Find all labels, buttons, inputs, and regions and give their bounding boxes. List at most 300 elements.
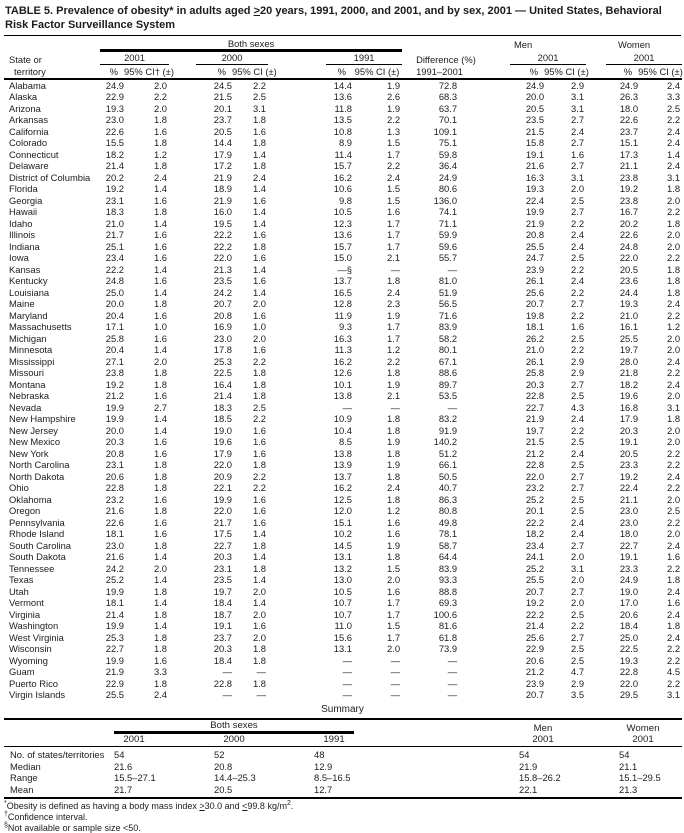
pct-1991-cell: 11.4: [334, 148, 352, 160]
table-row: [4, 91, 682, 103]
pct-1991-cell: —: [342, 654, 352, 666]
difference-cell: 100.6: [433, 608, 458, 620]
state-cell: Virgin Islands: [9, 689, 66, 700]
pct-men-2001-cell: 21.0: [525, 344, 545, 355]
pct-2001-cell: 24.8: [105, 275, 124, 286]
ci-women-2001-cell: 2.4: [667, 79, 681, 91]
ci-2001-cell: 1.8: [153, 378, 167, 390]
ci-men-2001-cell: 2.7: [571, 137, 585, 148]
pct-2000-cell: 14.4: [213, 137, 232, 148]
pct-2000-cell: 22.5: [213, 367, 232, 378]
table-row: [4, 321, 682, 333]
difference-cell: 80.1: [438, 344, 458, 355]
pct-men-2001-cell: 21.9: [525, 217, 545, 229]
spacer-cell: [402, 37, 460, 50]
pct-1991-cell: 10.5: [333, 206, 352, 217]
summary-title: Summary: [321, 703, 364, 715]
ci-2001-cell: 1.6: [153, 447, 167, 459]
pct-women-2001-cell: 22.0: [619, 252, 639, 263]
pct-women-2001-cell: 17.9: [619, 413, 639, 424]
pct-women-2001-cell: 22.6: [619, 229, 639, 240]
ci-men-2001-cell: 3.5: [571, 689, 585, 700]
ci-1991-cell: 1.8: [387, 275, 401, 286]
ci-women-2001-cell: 2.2: [667, 482, 681, 493]
pct-women-2001-cell: 17.0: [619, 597, 639, 608]
ci-1991-cell: 1.9: [387, 79, 401, 91]
pct-2000-cell: 20.3: [213, 643, 232, 654]
pct-women-2001-cell: 22.4: [619, 482, 639, 493]
ci-1991-cell: 1.9: [387, 378, 401, 390]
ci-2001-cell: 1.8: [153, 643, 167, 654]
state-cell: Alaska: [9, 91, 38, 102]
ci-2000-cell: 1.4: [252, 528, 266, 539]
summary-value-cell: 54: [519, 749, 530, 760]
ci-1991-cell: 2.4: [387, 482, 401, 493]
state-cell: Virginia: [9, 608, 41, 620]
ci-women-2001-cell: 2.2: [667, 516, 681, 528]
pct-2001-cell: 25.1: [105, 240, 124, 252]
summary-table-body: [4, 747, 682, 799]
table-row: [4, 448, 682, 460]
pct-1991-cell: 12.6: [333, 367, 352, 378]
pct-men-2001-cell: 22.9: [525, 643, 545, 654]
difference-cell: 56.5: [438, 298, 458, 309]
summary-label-cell: No. of states/territories: [10, 749, 105, 760]
summary-value-cell: 54: [114, 749, 125, 760]
ci-1991-cell: 2.1: [387, 252, 401, 263]
table-row: [4, 563, 682, 575]
ci-women-2001-cell: 2.4: [667, 470, 681, 482]
pct-2001-cell: 21.6: [105, 505, 124, 516]
state-cell: Vermont: [9, 597, 44, 608]
ci-2000-cell: 1.6: [252, 516, 266, 528]
spacer-cell: [4, 719, 114, 734]
ci-men-2001-cell: 2.2: [571, 309, 585, 321]
footnote-obesity-definition: *Obesity is defined as having a body mass index >30.0 and <99.8 $kg/m^2$.: [4, 800, 294, 811]
ci-1991-cell: 1.7: [387, 148, 401, 160]
ci-women-2001-cell: 2.2: [667, 562, 681, 574]
ci-2001-cell: 1.4: [153, 217, 167, 229]
pct-men-2001-cell: 19.3: [525, 183, 545, 194]
pct-2001-cell: 22.6: [105, 516, 124, 528]
ci-1991-cell: 1.7: [387, 332, 401, 344]
pct-1991-cell: 10.1: [333, 378, 352, 390]
pct-1991-cell: 12.0: [333, 505, 352, 516]
ci-women-2001-cell: 1.4: [667, 148, 681, 160]
table-row: [4, 632, 682, 644]
ci-2000-cell: 2.2: [252, 79, 266, 91]
ci-2000-cell: 2.0: [252, 332, 266, 344]
state-cell: Maryland: [9, 309, 48, 321]
state-cell: South Dakota: [9, 551, 66, 562]
table-row: [4, 183, 682, 195]
pct-2001-cell: 24.2: [105, 562, 124, 574]
pct-2001-cell: 19.9: [105, 654, 124, 666]
ci-2000-cell: 1.8: [252, 643, 266, 654]
ci-women-2001-cell: 2.4: [667, 298, 681, 309]
summary-value-cell: 21.9: [519, 760, 538, 772]
difference-cell: 51.9: [438, 286, 458, 298]
state-cell: New York: [9, 447, 49, 459]
ci-2000-cell: 1.8: [252, 240, 266, 252]
pct-2000-cell: 22.7: [213, 539, 232, 551]
men-group-header: Men: [513, 39, 533, 50]
table-row: [4, 390, 682, 402]
ci-2000-cell: 1.4: [252, 263, 266, 275]
table-row: [4, 252, 682, 264]
pct-2001-cell: 19.9: [105, 401, 124, 413]
ci-2000-cell: 1.8: [252, 378, 266, 390]
ci-2001-cell: 2.0: [153, 79, 167, 91]
pct-women-2001-cell: 19.7: [619, 344, 639, 355]
table-row: [4, 287, 682, 299]
prevalence-table: [4, 37, 682, 701]
table-row: [4, 528, 682, 540]
pct-2000-cell: 17.9: [213, 148, 232, 160]
difference-cell: 78.1: [438, 528, 458, 539]
ci-2000-cell: 1.4: [252, 217, 266, 229]
footnotes: [4, 801, 681, 833]
ci-men-2001-cell: 2.5: [571, 654, 585, 666]
state-cell: Maine: [9, 298, 35, 309]
table-row: [4, 471, 682, 483]
pct-1991-cell: 13.8: [333, 390, 352, 401]
ci-2001-cell: 1.8: [153, 677, 167, 689]
difference-cell: —: [447, 677, 458, 689]
pct-2000-cell: —: [222, 666, 232, 677]
ci-1991-cell: 1.2: [387, 344, 401, 355]
summary-row: [4, 784, 682, 799]
ci-women-header: 95% CI (±): [638, 65, 683, 77]
pct-men-2001-cell: 18.1: [525, 321, 545, 332]
year-2000-header: [169, 50, 268, 65]
ci-1991-cell: 1.9: [387, 436, 401, 447]
ci-men-2001-cell: 2.7: [571, 160, 585, 171]
pct-2000-cell: 21.9: [213, 171, 232, 183]
difference-cell: 93.3: [438, 574, 458, 585]
table-row: [4, 379, 682, 391]
pct-2001-cell: 23.0: [105, 539, 124, 551]
difference-cell: 91.9: [438, 424, 458, 436]
state-cell: Wyoming: [9, 654, 48, 666]
pct-2000-cell: 24.5: [213, 79, 232, 91]
pct-men-2001-cell: 22.2: [525, 608, 545, 620]
table-row: [4, 310, 682, 322]
table-row: [4, 482, 682, 494]
table-row: [4, 643, 682, 655]
men-year-underline: 2001: [510, 52, 586, 65]
ci-2001-cell: 1.8: [153, 470, 167, 482]
pct-1991-cell: 11.3: [334, 344, 352, 355]
ci-2000-cell: —: [256, 666, 266, 677]
pct-1991-cell: 8.9: [338, 137, 352, 148]
ci-men-2001-cell: 2.7: [571, 206, 585, 217]
ci-2000-cell: 2.0: [252, 608, 266, 620]
table-row: [4, 356, 682, 368]
pct-2001-cell: 22.7: [105, 643, 124, 654]
summary-both-sexes-header: [114, 719, 519, 734]
ci-1991-cell: 1.7: [387, 631, 401, 643]
table-row: [4, 551, 682, 563]
pct-2001-cell: 19.3: [105, 102, 124, 114]
state-cell: Illinois: [9, 229, 36, 240]
difference-cell: —: [447, 689, 458, 700]
pct-women-2001-cell: 20.5: [619, 263, 639, 275]
pct-1991-cell: 13.8: [333, 447, 352, 459]
ci-2000-cell: 2.2: [252, 482, 266, 493]
table-row: [4, 459, 682, 471]
difference-cell: 88.8: [438, 585, 458, 597]
ci-2000-cell: 1.8: [252, 654, 266, 666]
ci-men-2001-cell: 2.2: [571, 620, 585, 631]
ci-women-2001-cell: 2.2: [667, 643, 681, 654]
ci-1991-cell: 1.7: [387, 240, 401, 252]
ci-women-2001-cell: 2.4: [667, 608, 681, 620]
ci-women-2001-cell: 1.2: [667, 321, 681, 332]
pct-women-2001-cell: 22.7: [619, 539, 639, 551]
pct-1991-cell: 12.8: [333, 298, 352, 309]
pct-2000-cell: 23.1: [213, 562, 232, 574]
pct-men-2001-cell: 25.6: [525, 631, 545, 643]
difference-cell: 58.7: [438, 539, 458, 551]
table-row: [4, 425, 682, 437]
ci-women-2001-cell: 2.4: [667, 137, 681, 148]
state-cell: Louisiana: [9, 286, 50, 298]
summary-both-sexes-underline: Both sexes: [114, 720, 354, 734]
state-cell: Utah: [9, 585, 29, 597]
table-row: [4, 655, 682, 667]
difference-cell: 53.5: [438, 390, 458, 401]
ci-men-2001-cell: 2.2: [571, 263, 585, 275]
pct-2001-cell: 20.2: [105, 171, 124, 183]
spacer-cell: [4, 37, 100, 50]
summary-value-cell: 15.1–29.5: [619, 772, 661, 783]
pct-1991-cell: 12.3: [333, 217, 352, 229]
pct-women-2001-cell: 16.1: [619, 321, 639, 332]
table-row: [4, 620, 682, 632]
pct-men-2001-cell: 20.7: [525, 298, 545, 309]
ci-women-2001-cell: 2.0: [667, 390, 681, 401]
ci-2000-cell: 1.4: [252, 206, 266, 217]
state-cell: District of Columbia: [9, 171, 91, 183]
pct-1991-cell: 13.7: [333, 470, 352, 482]
pct-men-2001-cell: 21.5: [525, 125, 545, 137]
pct-1991-cell: 16.2: [333, 482, 352, 493]
ci-2000-cell: 1.6: [252, 620, 266, 631]
ci-2000-cell: 1.8: [252, 137, 266, 148]
ci-2000-cell: 1.4: [252, 574, 266, 585]
pct-women-2001-cell: 21.1: [619, 160, 639, 171]
pct-women-2001-cell: 15.1: [619, 137, 639, 148]
ci-1991-cell: 1.6: [387, 516, 401, 528]
ci-women-2001-cell: 3.1: [667, 689, 681, 700]
summary-year-2001: 2001: [114, 734, 214, 747]
table-row: [4, 505, 682, 517]
table-row: [4, 517, 682, 529]
ci-2001-cell: 2.0: [153, 102, 167, 114]
pct-2000-cell: 22.8: [213, 677, 232, 689]
ci-men-2001-cell: 2.9: [571, 367, 585, 378]
ci-women-2001-cell: 2.0: [667, 229, 681, 240]
ci-women-2001-cell: 4.5: [667, 666, 681, 677]
ci-2000-cell: 1.6: [252, 194, 266, 206]
pct-2000-cell: 18.3: [213, 401, 232, 413]
pct-men-2001-cell: 22.4: [525, 194, 545, 206]
difference-cell: 59.9: [438, 229, 458, 240]
ci-women-2001-cell: 2.0: [667, 493, 681, 505]
table-row: [4, 574, 682, 586]
pct-men-2001-cell: 23.5: [525, 114, 545, 125]
summary-value-cell: 22.1: [519, 784, 619, 799]
pct-1991-cell: 11.8: [334, 102, 352, 114]
summary-label-cell: Mean: [4, 784, 114, 799]
summary-value-cell: 12.7: [314, 784, 519, 799]
ci-men-2001-cell: 2.7: [571, 631, 585, 643]
state-cell: Missouri: [9, 367, 44, 378]
pct-2001-header: %: [100, 65, 124, 79]
pct-men-2001-cell: 26.1: [525, 275, 545, 286]
pct-1991-cell: 13.9: [333, 459, 352, 470]
pct-women-2001-cell: 23.3: [619, 562, 639, 574]
pct-women-2001-cell: 17.3: [619, 148, 639, 160]
pct-2001-cell: 25.0: [105, 286, 124, 298]
ci-2001-cell: 1.4: [153, 263, 167, 275]
ci-2001-cell: 1.6: [153, 240, 167, 252]
pct-1991-cell: 13.2: [333, 562, 352, 574]
pct-men-2001-cell: 18.2: [525, 528, 545, 539]
state-cell: Oklahoma: [9, 493, 52, 505]
pct-1991-cell: 13.5: [333, 114, 352, 125]
ci-women-2001-cell: 2.2: [667, 367, 681, 378]
year-1991-header: [268, 50, 402, 65]
pct-1991-cell: —: [342, 666, 352, 677]
ci-2000-cell: 1.6: [252, 344, 266, 355]
ci-2000-cell: 1.6: [252, 229, 266, 240]
ci-2001-cell: 2.4: [153, 689, 167, 700]
difference-cell: 55.7: [438, 252, 458, 263]
ci-1991-cell: 2.2: [387, 355, 401, 367]
pct-men-2001-cell: 26.2: [525, 332, 545, 344]
state-cell: Ohio: [9, 482, 29, 493]
footnote-not-available: §Not available or sample size <50.: [4, 821, 141, 833]
ci-women-2001-cell: 1.6: [667, 551, 681, 562]
ci-2001-cell: 1.6: [153, 516, 167, 528]
difference-cell: 61.8: [438, 631, 458, 643]
difference-cell: 71.6: [438, 309, 458, 321]
ci-women-2001-cell: 2.5: [667, 102, 681, 114]
pct-2001-cell: 22.9: [105, 91, 124, 102]
state-header-line2: territory: [4, 65, 100, 79]
difference-cell: 69.3: [438, 597, 458, 608]
pct-women-2001-cell: 24.9: [619, 574, 639, 585]
ci-women-2001-cell: 3.1: [667, 401, 681, 413]
ci-2001-cell: 1.4: [153, 620, 167, 631]
pct-1991-cell: 13.7: [333, 275, 352, 286]
ci-2000-cell: 1.6: [252, 505, 266, 516]
pct-2001-cell: 19.9: [105, 585, 124, 597]
ci-1991-cell: 2.3: [387, 298, 401, 309]
pct-2001-cell: 20.3: [105, 436, 124, 447]
ci-1991-cell: 1.7: [387, 229, 401, 240]
difference-cell: 83.2: [438, 413, 458, 424]
pct-men-2001-cell: 20.3: [525, 378, 545, 390]
ci-2000-cell: 2.0: [252, 585, 266, 597]
difference-cell: 136.0: [433, 194, 458, 206]
ci-men-2001-cell: 4.3: [571, 401, 585, 413]
ci-2000-cell: 1.6: [252, 309, 266, 321]
pct-women-2001-cell: 24.8: [619, 240, 639, 252]
pct-1991-cell: 10.7: [333, 597, 352, 608]
pct-2001-cell: 20.8: [105, 447, 124, 459]
difference-cell: 58.2: [438, 332, 458, 344]
pct-women-2001-cell: 23.0: [619, 516, 639, 528]
footnote-confidence-interval: †Confidence interval.: [4, 810, 88, 822]
difference-cell: 64.4: [438, 551, 458, 562]
pct-2000-cell: 22.2: [213, 229, 232, 240]
ci-2000-cell: 2.0: [252, 631, 266, 643]
difference-cell: 59.8: [438, 148, 458, 160]
state-cell: Kansas: [9, 263, 41, 275]
ci-2000-cell: 3.1: [252, 102, 266, 114]
pct-2001-cell: 23.8: [105, 367, 124, 378]
ci-women-2001-cell: 1.8: [667, 620, 681, 631]
ci-women-2001-cell: 2.2: [667, 654, 681, 666]
ci-men-2001-cell: 2.5: [571, 493, 585, 505]
pct-1991-cell: 10.9: [333, 413, 352, 424]
pct-2001-cell: 18.2: [105, 148, 124, 160]
table-row: [4, 114, 682, 126]
pct-2001-cell: 23.1: [105, 194, 124, 206]
ci-2001-cell: 1.6: [153, 436, 167, 447]
summary-men-header: Men: [533, 722, 553, 734]
state-cell: West Virginia: [9, 631, 64, 643]
difference-cell: 89.7: [438, 378, 458, 390]
pct-2000-cell: 19.6: [213, 436, 232, 447]
pct-2001-cell: 21.0: [105, 217, 124, 229]
difference-cell: —: [447, 263, 458, 275]
ci-2001-cell: 1.6: [153, 528, 167, 539]
pct-men-2001-cell: 16.3: [525, 171, 545, 183]
pct-1991-cell: 10.2: [333, 528, 352, 539]
ci-2000-cell: 1.8: [252, 367, 266, 378]
ci-women-2001-cell: 2.4: [667, 125, 681, 137]
summary-value-cell: 15.5–27.1: [114, 772, 156, 783]
pct-2001-cell: 25.8: [105, 332, 124, 344]
ci-men-2001-cell: 2.0: [571, 574, 585, 585]
ci-2000-cell: 2.2: [252, 413, 266, 424]
ci-men-2001-cell: 2.5: [571, 332, 585, 344]
state-cell: New Hampshire: [9, 413, 76, 424]
table-row: [4, 344, 682, 356]
ci-women-2001-cell: 2.4: [667, 355, 681, 367]
pct-1991-cell: 11.9: [334, 309, 352, 321]
pct-2001-cell: 17.1: [105, 321, 124, 332]
pct-women-2001-cell: 21.8: [619, 367, 639, 378]
pct-men-2001-cell: 22.0: [525, 470, 545, 482]
ci-1991-cell: 1.7: [387, 597, 401, 608]
pct-women-2001-cell: 19.6: [619, 390, 639, 401]
ci-1991-cell: 1.5: [387, 562, 401, 574]
pct-2000-cell: 18.4: [213, 654, 232, 666]
difference-cell: 73.9: [438, 643, 458, 654]
pct-1991-cell: 16.5: [333, 286, 352, 298]
ci-men-2001-cell: 2.7: [571, 482, 585, 493]
ci-men-2001-cell: 2.5: [571, 643, 585, 654]
difference-cell: —: [447, 654, 458, 666]
state-cell: Arizona: [9, 102, 41, 114]
pct-1991-cell: —: [342, 689, 352, 700]
state-cell: Oregon: [9, 505, 41, 516]
